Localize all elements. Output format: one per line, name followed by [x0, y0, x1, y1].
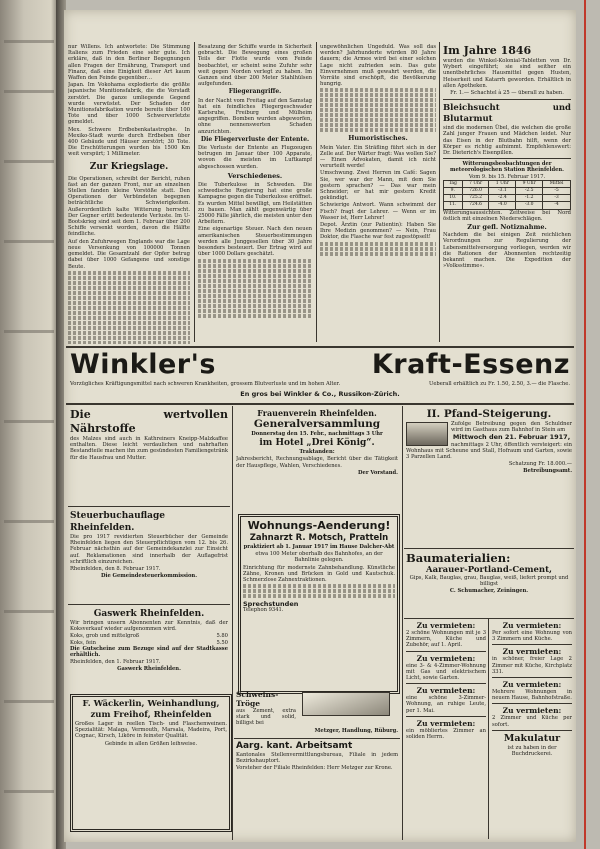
wx-cell: 9. [444, 188, 463, 195]
banner-left: Winkler's [70, 349, 216, 380]
gaswerk-price: 5.50 [216, 639, 228, 646]
wx-h0: Tag [444, 180, 463, 187]
naehrstoffe-title: Die wertvollen Nährstoffe [70, 408, 228, 435]
wx-h3: 9 Uhr [516, 180, 543, 187]
rent-text: ein möbliertes Zimmer an soliden Herrn. [406, 727, 486, 741]
trough-image [302, 692, 390, 716]
col1-japan: Japan. Im Vokohama explodierte die größte japanische Munitionsfabrik, die die Vorstadt zerstört. Die ganze umliegende Gegend wurde verwüstet. Der Schaden der Munitionsfabrikation wurde bereits über 100 Tote und über 1000 Schwerverletzte gemeldet. [68, 82, 190, 126]
column-2 [198, 44, 312, 344]
wx-cell: -2.5 [516, 188, 543, 195]
makulatur-title: Makulatur [503, 732, 561, 744]
rent-title: Zu vermieten: [416, 686, 476, 696]
bau-dealer: C. Schumacher, Zeiningen. [449, 588, 529, 595]
ad-wohnungen [238, 514, 400, 694]
notiz-text: Nachdem die bei einigen Zeit reichlichen Verordnungen zur Regulierung der Lebensmittelversorgung vorliegen, werden wir die Rationen der Abonnenten rechtzeitig bekannt machen. Die Expedition der »Volksstimme«. [443, 232, 571, 270]
rent-title: Zu vermieten: [502, 647, 562, 657]
ad-1846-price: Fr. 1.— Schachtel à 25 — überall zu haben. [450, 90, 564, 97]
wx-cell: 10. [444, 195, 463, 202]
list-item [492, 680, 572, 701]
gaswerk-item: Koks, grob und mittelgroß [70, 633, 140, 640]
newspaper-page [64, 10, 576, 842]
rent-text: Mehrere Wohnungen in neuem Hause, Bahnhofstraße. [492, 689, 572, 702]
col2-text-d: Eine eigenartige Steuer. Nach den neuen amerikanischen Steuerbestimmungen werden alle Junggesellen über 30 Jahre besonders besteuert. Der Ertrag wird auf über 1000 Dollars geschätzt. [198, 226, 312, 258]
rent-text: 2 Zimmer und Küche per sofort. [492, 715, 572, 728]
bleichsucht-title: Bleichsucht und Blutarmut [443, 103, 571, 125]
frauenverein-sign: Der Vorstand. [358, 469, 398, 476]
table-row [444, 195, 571, 202]
wohnungen-title: Wohnungs-Aenderung! [247, 519, 391, 532]
notiz-title: Zur gefl. Notiznahme. [467, 223, 547, 232]
col3-text: ungewöhnlichen Ungeduld. Was soll das werden? Jahrhunderte würden 80 Jahre dauern; die Armee wird bei einer solchen Lage nicht zufrieden sein. Das gute Einvernehmen muß gewahrt werden, die Vorräte sind erschöpft, die Bevölkerung hungrig. [320, 44, 436, 88]
rent-title: Zu vermieten: [502, 680, 562, 690]
wx-cell: -1.2 [516, 195, 543, 202]
wx-h2: 1 Uhr [489, 180, 516, 187]
waeckerlin-text: Großes Lager in reellen Tisch- und Flaschenweinen. Spezialität: Malaga, Vermouth, Marsala, Madeira, Port, Cognac, Kirsch, Liköre in feinster Qualität. [75, 721, 227, 740]
column-1 [68, 44, 190, 344]
wx-cell: 726.0 [462, 188, 489, 195]
banner-sub-left: Vorzügliches Kräftigungsmittel nach schweren Krankheiten, grossem Blutverluste und im hohen Alter. [70, 381, 341, 387]
waeckerlin-place: zum Freihof, Rheinfelden [90, 710, 212, 720]
wx-cell: 725.2 [462, 195, 489, 202]
winkler-banner [66, 350, 574, 402]
gaswerk-title: Gaswerk Rheinfelden. [93, 609, 205, 619]
gaswerk-item: Koks, fein [70, 639, 96, 646]
rent-title: Zu vermieten: [502, 621, 562, 630]
frauenverein-agenda-title: Traktanden: [299, 449, 335, 456]
joke-1: Mein Vater. Ein Sträfling führt sich in der Zelle auf. Der Wärter fragt: Was wollen Sie? — Einen Advokaten, damit ich nicht verurteilt werde! [320, 144, 436, 170]
steuer-sign: Die Gemeindesteuerkommission. [100, 573, 198, 580]
col1-mexico: Mex. Schwere Erdbebenkatastrophe. In Mexiko-Stadt wurde durch Erdbeben über 400 Gebäude und Häuser zerstört; 30 Tote. Die Erschütterungen wurden bis 1500 Km weit verspürt; 1 Millimeter. [68, 126, 190, 158]
humor-heading: Humoristisches. [348, 134, 408, 143]
wx-cell: -4.0 [489, 202, 516, 209]
rent-text: eine schöne 3-Zimmer-Wohnung, an ruhige Leute, per 1. Mai. [406, 695, 486, 714]
ad-steuer [70, 510, 228, 600]
banner-sub-right: Ueberall erhältlich zu Fr. 1.50, 2.50, 3.— die Flasche. [428, 381, 570, 387]
previous-page-edge [0, 0, 60, 849]
pfand-sign: Betreibungsamt. [523, 468, 572, 475]
bau-title: Baumaterialien: [406, 551, 511, 565]
bleichsucht-text: sind die modernen Übel, die welchen die große Zahl junger Frauen und Mädchen leidet. Nur das Eisen in der Blutbahn hilft, wenn der Körper es richtig aufnimmt. Empfehlenswert: Dr. Dieterich's Eisenpillen. [443, 125, 571, 157]
list-item [492, 706, 572, 727]
pfand-text: Zufolge Betreibung gegen den Schuldner wird im Gasthaus zum Bahnhof in Stein am [451, 421, 572, 434]
steuer-title: Steuerbuchauflage Rheinfelden. [70, 511, 166, 533]
rent-left [406, 621, 486, 833]
joke-4: Depot. Ärztin (zur Patientin): Haben Sie Ihre Medizin genommen? — Nein, Frau Doktor, die Flasche war fest zugestöpselt! [320, 222, 436, 241]
makulatur-text: ist zu haben in der Buchdruckerei. [507, 744, 557, 758]
pfand-date: Mittwoch den 21. Februar 1917, [452, 433, 571, 442]
list-item [406, 654, 486, 682]
rent-title: Zu vermieten: [502, 706, 562, 716]
ad-bau [406, 551, 572, 615]
frauenverein-agenda: Jahresbericht, Rechnungsablage, Bericht über die Tätigkeit der Hauspflege, Wahlen, Verschiedenes. [236, 456, 398, 469]
rent-text: in schöner, freier Lage 2 Zimmer mit Küche, Kirchplatz 331. [492, 656, 572, 675]
ad-pfand [406, 408, 572, 526]
wohnungen-sub: etwa 100 Meter oberhalb des Bahnhofes, an der Bahnlinie gelegen. [255, 551, 383, 564]
troege-text: aus Zement, extra stark und solid, billigst bei [236, 708, 296, 727]
ad-waeckerlin [70, 694, 232, 832]
frauenverein-date: Donnerstag den 15. Febr., nachmittags 3 Uhr [251, 431, 383, 437]
wohnungen-text: praktiziert ab 1. Januar 1917 im Hause Dalcher-Abt [243, 544, 395, 550]
joke-2: Umschwung. Zwei Herren im Café: Sagen Sie, wer war der Mann, mit dem Sie gestern sprachen? — Das war mein Schneider; er hat mir gestern Kredit gekündigt. [320, 170, 436, 202]
frauenverein-heading: Generalversammlung [253, 418, 381, 430]
col2-text-b: Die Verluste der Entente an Flugzeugen betrugen im Januar über 100 Apparate, wovon die meisten im Luftkampf abgeschossen wurden. [198, 145, 312, 170]
col2-title-a: Fliegerangriffe. [228, 88, 282, 96]
wx-cell: -3 [543, 195, 571, 202]
arbeitsamt-title: Aarg. kant. Arbeitsamt [236, 741, 353, 751]
frauenverein-title: Frauenverein Rheinfelden. [257, 408, 377, 418]
wx-h1: 7 Uhr [462, 180, 489, 187]
gaswerk-text: Wir bringen unsern Abonnenten zur Kenntnis, daß der Koksverkauf wieder aufgenommen wird. [70, 620, 228, 633]
wohnungen-body: Einrichtung für modernste Zahnbehandlung. Künstliche Zähne, Kronen und Brücken in Gold und Kautschuk. Schmerzlose Zahnextraktionen. [243, 564, 395, 584]
arbeitsamt-text: Kantonales Stellenvermittlungsbureau, Filiale in jedem Bezirkshauptort. [236, 752, 398, 765]
wx-cell: 724.6 [462, 202, 489, 209]
weather-title: Witterungsbeobachtungen der meteorologischen Station Rheinfelden. [450, 161, 564, 174]
ad-arbeitsamt [236, 741, 398, 823]
weather-note: Witterungsaussichten. Zeitweise bei Nord östlich mit einzelnen Niederschlägen. [443, 209, 571, 222]
pfand-title: II. Pfand-Steigerung. [426, 408, 552, 420]
col2-text-a: In der Nacht vom Freitag auf den Samstag hat ein feindliches Fliegergeschwader Karlsruhe, Freiburg und Mülheim angegriffen. Bomben wurden abgeworfen, ohne nennenswerten Schaden anzurichten. [198, 97, 312, 135]
ad-1846-title: Im Jahre 1846 [443, 44, 532, 57]
col1-war2: Auf den Zufuhrwegen Englands war die Lage neue Versenkung von 100000 Tonnen gemeldet. Die Gesamtzahl der Opfer betrug dabei über 1000 Gefangene und sonstige Beute. [68, 238, 190, 270]
list-item [406, 621, 486, 649]
rent-text: Per sofort eine Wohnung von 3 Zimmern und Küche. [492, 630, 572, 643]
steuer-date: Rheinfelden, den 8. Februar 1917. [70, 566, 161, 573]
war-heading: Zur Kriegslage. [89, 161, 169, 172]
rent-title: Zu vermieten: [416, 653, 476, 663]
wohnungen-name: Zahnarzt R. Motsch, Pratteln [249, 533, 389, 543]
wx-h4: Mittel [543, 180, 571, 187]
column-3 [320, 44, 436, 344]
bau-text: Gips, Kalk, Bauglas, grau, Bauglas, weiß, liefert prompt und billigst [409, 575, 569, 588]
waeckerlin-name: F. Wäckerlin, Weinhandlung, [82, 699, 220, 709]
wx-cell: -2.4 [489, 195, 516, 202]
list-item [492, 647, 572, 675]
bau-sub: Aarauer-Portland-Cement, [426, 565, 552, 575]
wx-cell: 11. [444, 202, 463, 209]
frauenverein-place: im Hotel „Drei König“. [259, 438, 375, 449]
joke-3: Schwierige Antwort. Wann schwimmt der Fisch? fragt der Lehrer. — Wenn er im Wasser ist, Herr Lehrer! [320, 202, 436, 221]
wohnungen-phone: Telephon 9341. [243, 607, 284, 614]
list-item [406, 719, 486, 740]
naehrstoffe-text: des Malzes sind auch in Kathreiners Kneipp-Malzkaffee enthalten. Diese leicht verdaulichen und nahrhaften Bestandteile machen ihn zum gesündesten Familiengetränk für die Hausfrau und Mutter. [70, 436, 228, 461]
wx-cell: -3.0 [516, 202, 543, 209]
ad-troege [236, 690, 398, 736]
table-row [444, 188, 571, 195]
list-item [406, 686, 486, 714]
rent-text: 2 schöne Wohnungen mit je 3 Zimmern, Küche und Zubehör, auf 1. April. [406, 630, 486, 649]
weather-table [443, 180, 571, 210]
gaswerk-price: 5.80 [216, 633, 228, 640]
rent-title: Zu vermieten: [416, 718, 476, 728]
pfand-body: nachmittags 2 Uhr, öffentlich versteigert: ein Wohnhaus mit Scheune und Stall, Hofraum und Garten, sowie 3 Parzellen Land. [406, 441, 572, 461]
column-4 [443, 44, 571, 344]
gaswerk-sign: Gaswerk Rheinfelden. [117, 666, 181, 673]
wx-cell: -5 [543, 188, 571, 195]
wohnungen-hours: Sprechstunden [243, 600, 299, 609]
table-row [444, 202, 571, 209]
ad-frauenverein [236, 408, 398, 510]
col2-text: Besatzung der Schiffe wurde in Sicherheit gebracht. Die Bewegung eines großen Teils der Flotte wurde vom Feinde beobachtet, er scheint seine Zufuhr sehr weit gegen Norden verlegt zu haben. Im Ganzen sind über 200 Meter Stahlhülsen aufgefunden. [198, 44, 312, 88]
wx-cell: -4 [543, 202, 571, 209]
troege-dealer: Metzger, Handlung, Rüburg. [314, 727, 398, 734]
list-item [492, 621, 572, 642]
col2-title-c: Verschiedenes. [227, 171, 283, 180]
rent-title: Zu vermieten: [416, 621, 476, 630]
weather-subtitle: Vom 9. bis 15. Februar 1917. [468, 173, 546, 180]
col1-war: Die Operationen, schreibt der Bericht, ruhen fast an der ganzen Front, nur an einzelnen Stellen fanden kleine Vorstöße statt. Den Operationen der Verbündeten begegnen beträchtliche Schwierigkeiten. Außerordentlich kalte Witterung herrscht. Der Gegner erlitt bedeutende Verluste. Im U-Bootskrieg sind seit dem 1. Februar über 200 Schiffe versenkt worden, davon die Hälfte feindliche. [68, 175, 190, 238]
banner-sub-center: En gros bei Winkler & Co., Russikon-Zürich. [240, 390, 400, 398]
col1-intro: nur Willens. Ich antwortete: Die Stimmung Italiens zum Frieden eine sehr gute. Ich erkläre, daß in den Berliner Begegnungen allen Fragen der Ernährung, Transport und Finanz, daß eine Einigkeit dieser Art kaum Waffen den Feinde gegenüber… [68, 44, 190, 82]
ad-1846-text: wurden die Winkel-Kolonial-Tabletten von Dr. Wybert eingeführt; sie sind seither ein unentbehrliches Hausmittel gegen Husten, Heiserkeit und Katarrh geworden. Erhältlich in allen Apotheken. [443, 58, 571, 89]
margin-rule [584, 0, 586, 849]
waeckerlin-foot: Gebinde in allen Größen leihweise. [104, 740, 198, 747]
pfand-price: Schatzung Fr. 18.000.— [508, 461, 572, 468]
col2-title-b: Die Fliegerverluste der Entente. [200, 135, 310, 143]
banner-right: Kraft-Essenz [371, 349, 570, 380]
wx-cell: -3.1 [489, 188, 516, 195]
gaswerk-date: Rheinfelden, den 1. Februar 1917. [70, 659, 161, 666]
rent-text: eine 3- & 4-Zimmer-Wohnung mit Gas und elektrischem Licht, sowie Garten. [406, 662, 486, 682]
troege-title: Schweins-Tröge [236, 690, 279, 708]
arbeitsamt-foot: Vorsteher der Filiale Rheinfelden: Herr Metzger zur Krone. [236, 765, 393, 772]
house-image [406, 422, 448, 446]
steuer-text: Die pro 1917 revidierten Steuerbücher der Gemeinde Rheinfelden liegen den Steuerpflichtigen vom 12. bis 26. Februar nächsthin auf der Gemeindekanzlei zur Einsicht auf. Reklamationen sind innerhalb der Auflagefrist schriftlich einzureichen. [70, 534, 228, 565]
col2-text-c: Die Tuberkulose in Schweden. Die schwedische Regierung hat eine große Kampagne gegen die Tuberkulose eröffnet. Es wurden Mittel bewilligt, um Heilstätten zu bauen. Man zählt gegenwärtig über 25000 Fälle jährlich, die meisten unter den Arbeitern. [198, 182, 312, 226]
gaswerk-note: Die Gutscheine zum Bezuge sind auf der Stadtkasse erhältlich. [70, 645, 228, 659]
rent-right [492, 621, 572, 833]
ad-naehrstoffe [70, 408, 228, 498]
ad-gaswerk [70, 608, 228, 688]
